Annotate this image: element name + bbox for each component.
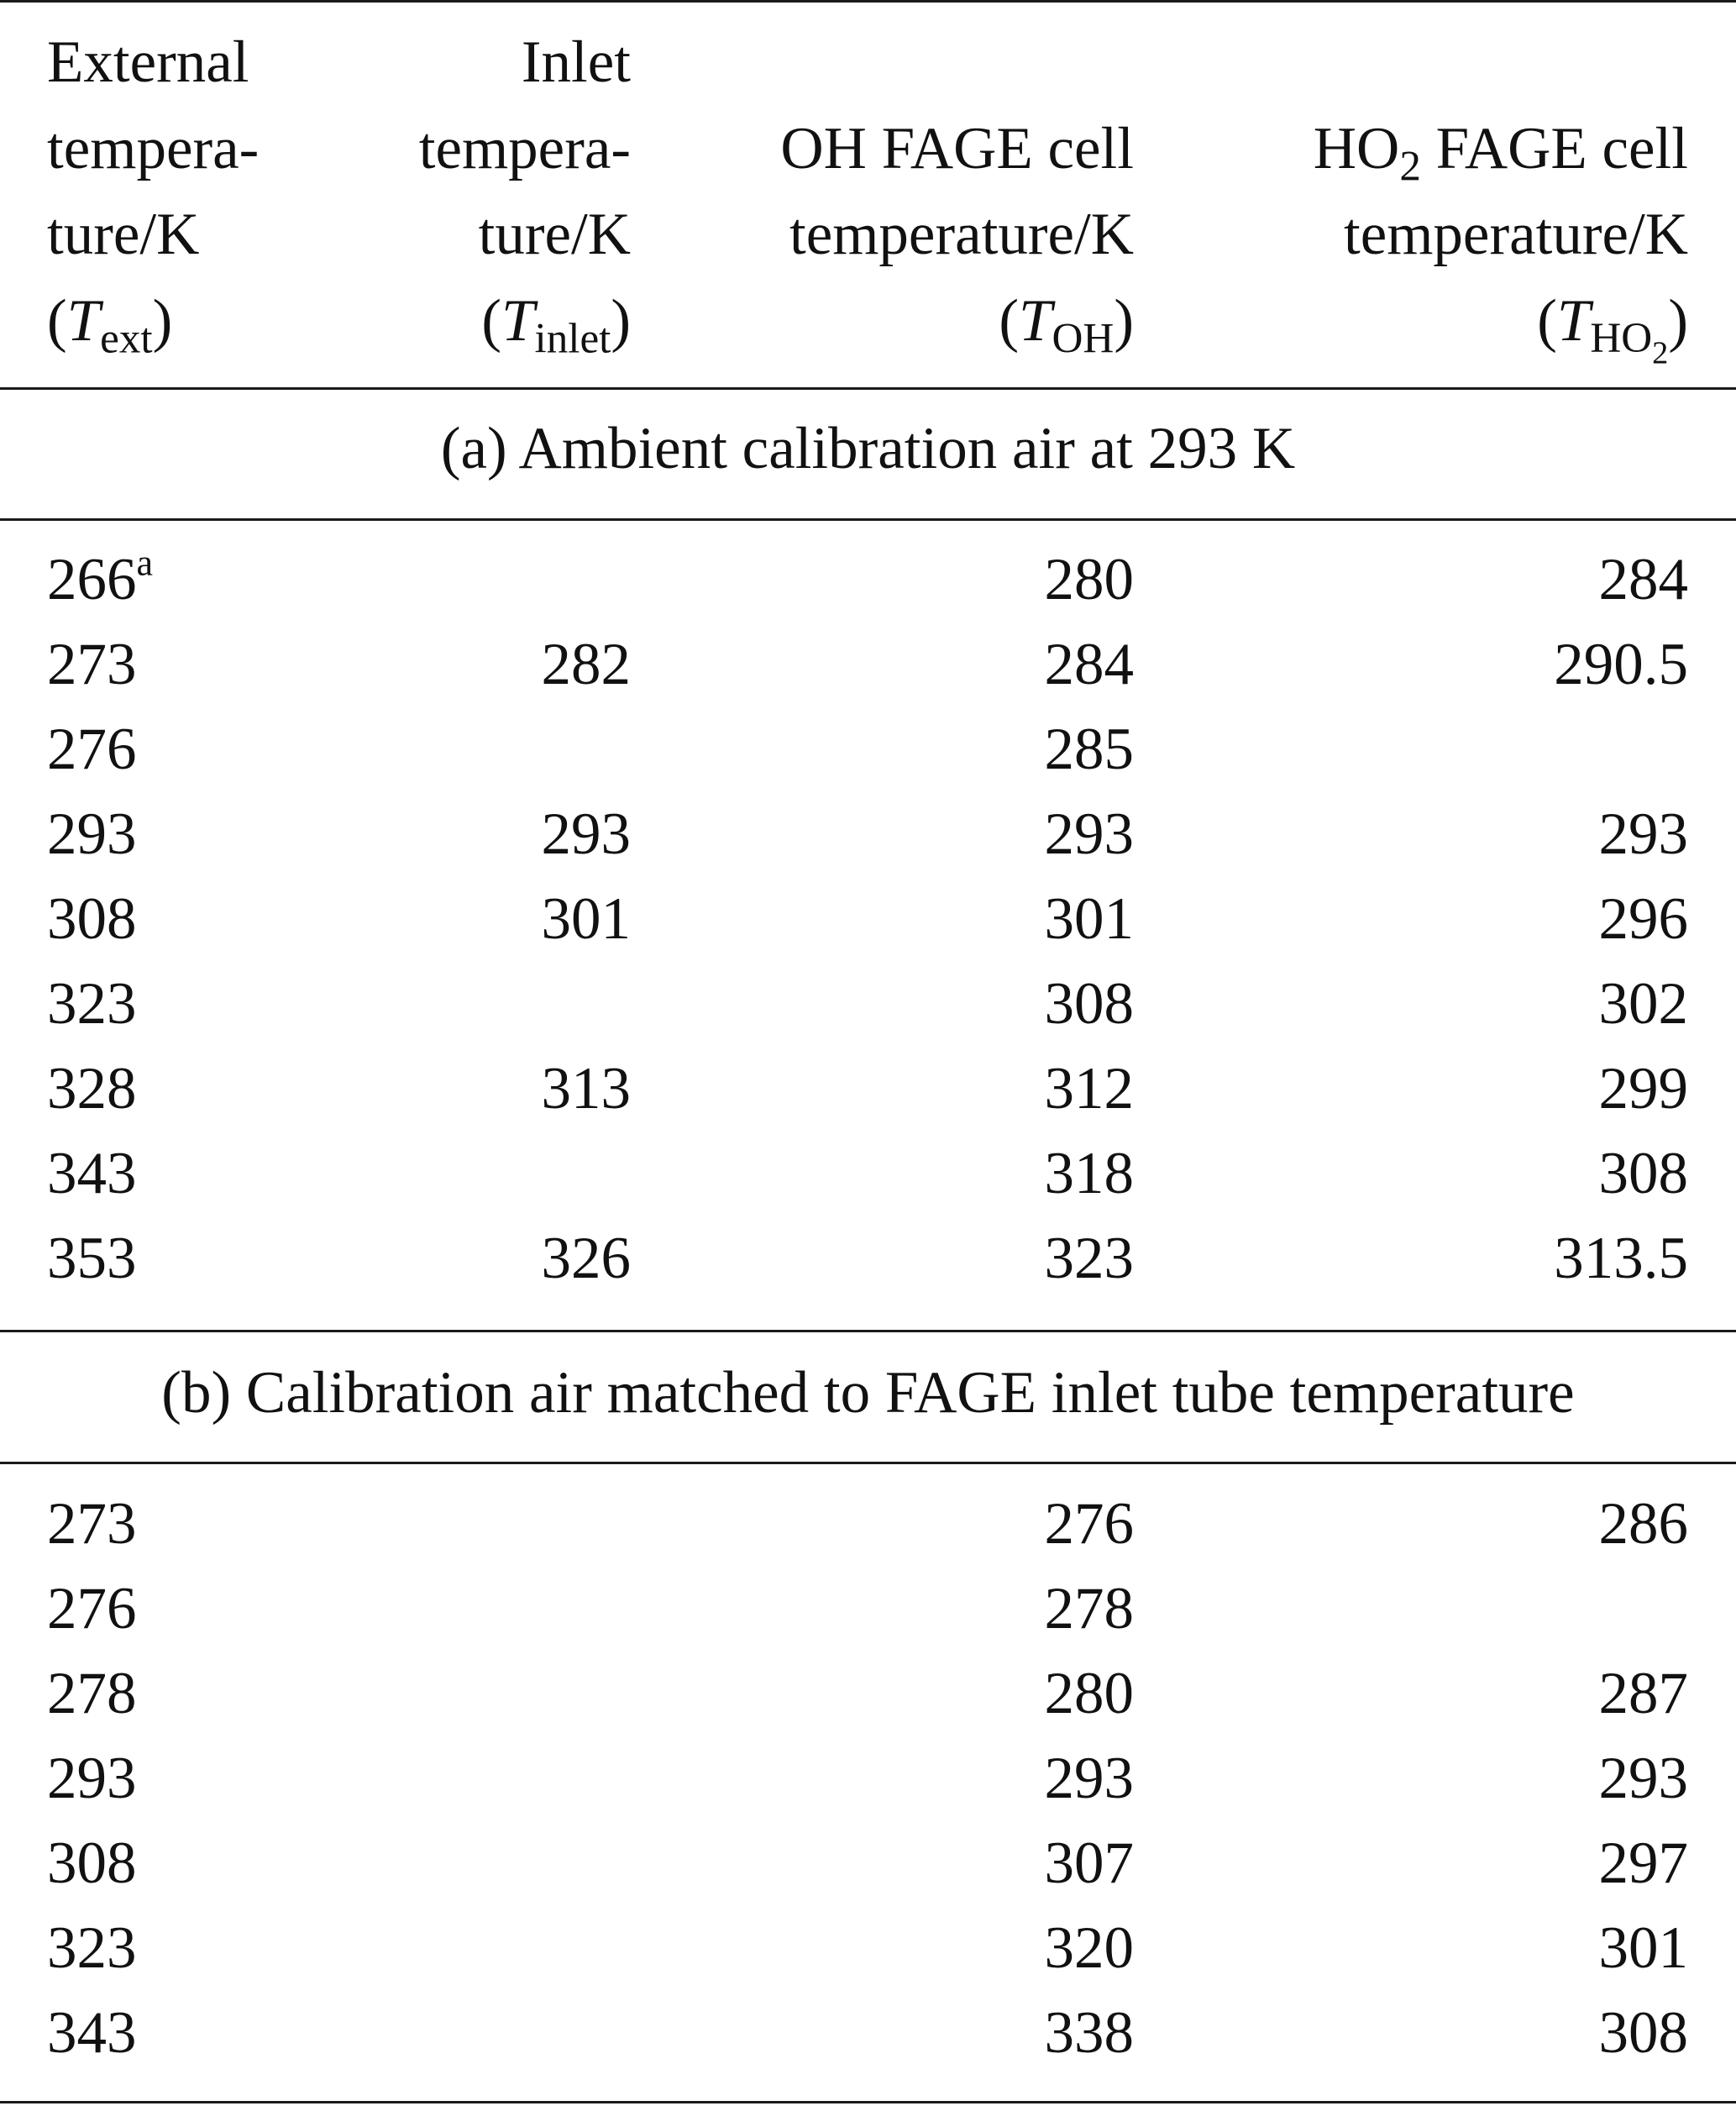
cell-inlet: 313 bbox=[541, 1056, 631, 1121]
cell-oh: 307 bbox=[1044, 1830, 1134, 1896]
header-oh-line2: temperature/K bbox=[789, 202, 1134, 267]
cell-oh: 293 bbox=[1044, 1746, 1134, 1811]
cell-oh: 285 bbox=[1044, 717, 1134, 782]
cell-oh: 320 bbox=[1044, 1915, 1134, 1981]
cell-external: 323 bbox=[47, 971, 137, 1037]
cell-external: 343 bbox=[47, 1141, 137, 1206]
cell-external: 328 bbox=[47, 1056, 137, 1121]
cell-oh: 323 bbox=[1044, 1226, 1134, 1291]
header-ho2-line2: temperature/K bbox=[1343, 202, 1688, 267]
footnote-marker: a bbox=[136, 542, 154, 584]
header-inlet-line2: tempera- bbox=[418, 116, 631, 181]
header-rule bbox=[0, 387, 1736, 390]
section-b-title: (b) Calibration air matched to FAGE inlet tube temperature bbox=[161, 1360, 1575, 1426]
cell-oh: 278 bbox=[1044, 1576, 1134, 1641]
section-a-rule bbox=[0, 518, 1736, 521]
cell-oh: 312 bbox=[1044, 1056, 1134, 1121]
section-a-title: (a) Ambient calibration air at 293 K bbox=[440, 416, 1296, 481]
cell-external: 293 bbox=[47, 801, 137, 867]
cell-external: 273 bbox=[47, 1491, 137, 1557]
cell-inlet: 326 bbox=[541, 1226, 631, 1291]
cell-external: 278 bbox=[47, 1661, 137, 1726]
section-b-rule bbox=[0, 1462, 1736, 1464]
cell-ho2: 301 bbox=[1598, 1915, 1688, 1981]
cell-external: 276 bbox=[47, 1576, 137, 1641]
cell-external: 343 bbox=[47, 2000, 137, 2066]
cell-ho2: 299 bbox=[1598, 1056, 1688, 1121]
cell-oh: 280 bbox=[1044, 547, 1134, 612]
header-external-line1: External bbox=[47, 29, 249, 95]
header-inlet-line3: ture/K bbox=[478, 202, 631, 267]
top-rule bbox=[0, 0, 1736, 3]
cell-ho2: 296 bbox=[1598, 886, 1688, 952]
section-b-top-rule bbox=[0, 1330, 1736, 1332]
header-external-symbol: $(T_{ext})$ bbox=[47, 288, 173, 363]
header-oh-symbol: $(T_{OH})$ bbox=[999, 288, 1134, 363]
cell-oh: 276 bbox=[1044, 1491, 1134, 1557]
cell-inlet: 301 bbox=[541, 886, 631, 952]
cell-ho2: 293 bbox=[1598, 1746, 1688, 1811]
cell-ho2: 308 bbox=[1598, 2000, 1688, 2066]
cell-external: 308 bbox=[47, 1830, 137, 1896]
cell-external: 276 bbox=[47, 717, 137, 782]
header-oh-line1: OH FAGE cell bbox=[780, 116, 1134, 181]
cell-oh: 318 bbox=[1044, 1141, 1134, 1206]
cell-ho2: 308 bbox=[1598, 1141, 1688, 1206]
cell-oh: 280 bbox=[1044, 1661, 1134, 1726]
cell-oh: 301 bbox=[1044, 886, 1134, 952]
header-ho2-line1: $HO_2$ FAGE cell bbox=[1313, 116, 1688, 191]
cell-oh: 284 bbox=[1044, 632, 1134, 697]
cell-ho2: 286 bbox=[1598, 1491, 1688, 1557]
cell-external: 273 bbox=[47, 632, 137, 697]
cell-ho2: 293 bbox=[1598, 801, 1688, 867]
cell-ho2: 290.5 bbox=[1554, 632, 1688, 697]
cell-ho2: 287 bbox=[1598, 1661, 1688, 1726]
cell-external: 308 bbox=[47, 886, 137, 952]
cell-ho2: 284 bbox=[1598, 547, 1688, 612]
header-inlet-line1: Inlet bbox=[521, 29, 631, 95]
cell-oh: 308 bbox=[1044, 971, 1134, 1037]
cell-oh: 293 bbox=[1044, 801, 1134, 867]
header-external-line2: tempera- bbox=[47, 116, 260, 181]
cell-ho2: 302 bbox=[1598, 971, 1688, 1037]
cell-external: 323 bbox=[47, 1915, 137, 1981]
header-ho2-symbol: $(T_{HO_2})$ bbox=[1537, 288, 1688, 371]
header-external-line3: ture/K bbox=[47, 202, 200, 267]
cell-inlet: 293 bbox=[541, 801, 631, 867]
cell-external: 266$^a$ bbox=[47, 542, 154, 612]
cell-ho2: 297 bbox=[1598, 1830, 1688, 1896]
header-inlet-symbol: $(T_{inlet})$ bbox=[481, 288, 631, 363]
bottom-rule bbox=[0, 2101, 1736, 2103]
cell-oh: 338 bbox=[1044, 2000, 1134, 2066]
cell-ho2: 313.5 bbox=[1554, 1226, 1688, 1291]
cell-external: 293 bbox=[47, 1746, 137, 1811]
cell-external: 353 bbox=[47, 1226, 137, 1291]
cell-inlet: 282 bbox=[541, 632, 631, 697]
